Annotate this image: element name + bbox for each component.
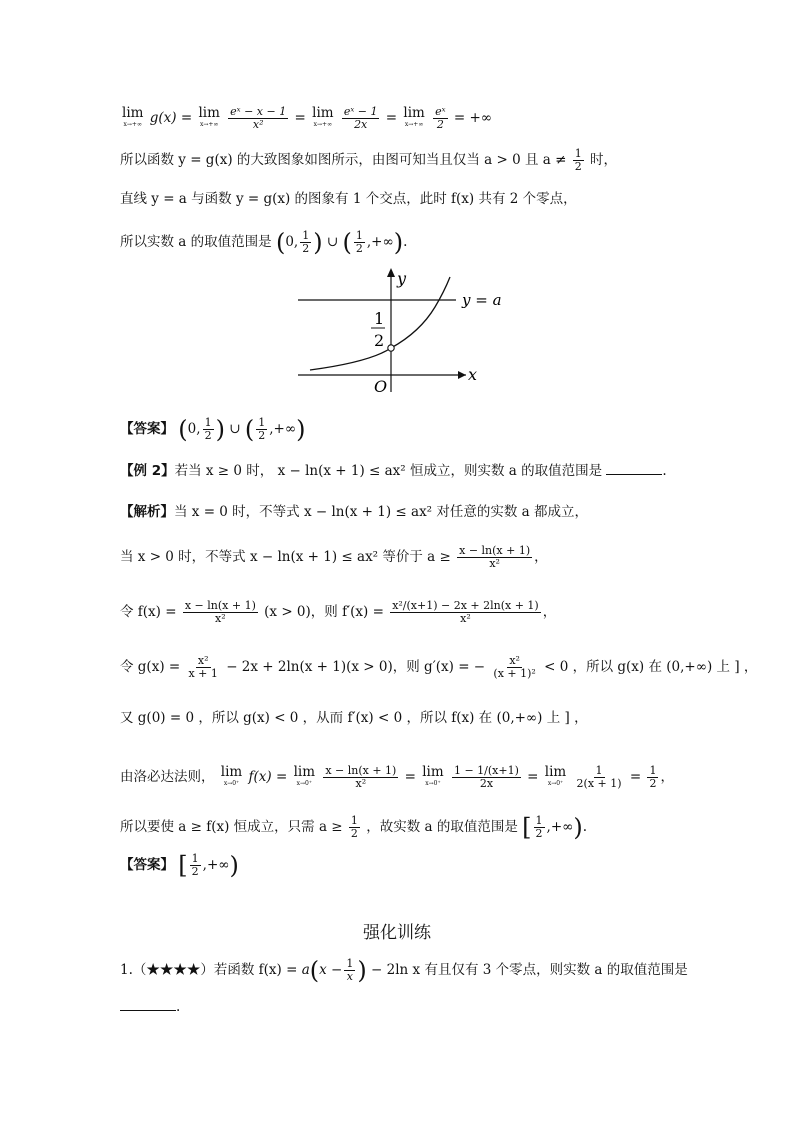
section-title: 强化训练 [363,923,431,943]
analysis-line-7: 所以要使 a ≥ f(x) 恒成立，只需 a ≥ $\frac{1}{2}$ ，故实数 a 的取值范围是 [ $\frac{1}{2}$ ,+∞). [120,813,588,842]
analysis-line-6: 由洛必达法则， lim x→0⁺ f(x) = lim x→0⁺ $\frac{x - \ln(x + 1)}{\text{x²}}$ = lim x→0⁺ $\frac{1 - 1/(x+1)}{2x}$ = lim x→0⁺ $\frac{1}{2(x + 1)}$ = $\frac{1}{2}$ ， [120,763,674,790]
point-num: 1 [374,309,385,328]
text-line: 所以函数 y = g(x) 的大致图象如图所示，由图可知当且仅当 a > 0 且 a ≠ $\frac{1}{2}$ 时， [120,147,618,173]
answer-blank [120,996,176,1011]
analysis-line-1: 【解析】当 x = 0 时，不等式 x − ln(x + 1) ≤ ax² 对任意的实数 a 都成立， [120,504,589,520]
analysis-line-5: 又 g(0) = 0 ，所以 g(x) < 0 ，从而 f′(x) < 0 ，所以 f(x) 在 (0,+∞) 上 ] ， [120,710,588,726]
lim-op: lim x→+∞ [122,104,144,128]
problem-1-blank: . [120,996,180,1017]
analysis-line-3: 令 f(x) = $\frac{x - \ln(x + 1)}{\text{x²}}$ (x > 0)，则 f′(x) = $\frac{\text{x²/(x+1) − 2x + 2ln(x + 1)}}{\text{x²}}$ ， [120,599,557,625]
text-line: 所以实数 a 的取值范围是 (0, $\frac{1}{2}$ ) ∪ ( $\frac{1}{2}$ ,+∞). [120,228,408,257]
point-den: 2 [374,331,385,350]
analysis-line-2: 当 x > 0 时，不等式 x − ln(x + 1) ≤ ax² 等价于 a ≥ $\frac{x - \ln(x + 1)}{\text{x²}}$ ， [120,544,548,570]
y-label: y [397,269,407,288]
y-axis-arrow [387,268,395,277]
text-line: 直线 y = a 与函数 y = g(x) 的图象有 1 个交点，此时 f(x) 共有 2 个零点， [120,191,577,207]
analysis-line-4: 令 g(x) = $\frac{\text{x²}}{x + 1}$ − 2x + 2ln(x + 1)(x > 0)，则 g′(x) = − $\frac{\text{x²}}{\text{(x + 1)²}}$ < 0 ，所以 g(x) 在 (0,+∞) 上 ] ， [120,654,758,680]
limit-line: lim x→+∞ g(x) = lim x→+∞ $\frac{\text{eˣ − x − 1}}{\text{x²}}$ = lim x→+∞ $\frac{\text{eˣ − 1}}{2x}$ = lim x→+∞ $\frac{\text{eˣ}}{2}$ = +∞ [122,104,493,131]
answer-1: 【答案】 (0, $\frac{1}{2}$ ) ∪ ( $\frac{1}{2}$ ,+∞) [120,415,306,444]
x-axis-arrow [458,371,466,379]
open-point [388,345,394,351]
x-label: x [468,365,478,384]
function-graph [290,262,520,402]
problem-1: 1.（★★★★）若函数 f(x) = a(x − $\frac{1}{x}$ ) − 2ln x 有且仅有 3 个零点，则实数 a 的取值范围是 [120,956,688,985]
answer-blank [606,460,662,475]
fraction: $\frac{\text{eˣ − x − 1}}{\text{x²}}$ [230,105,287,131]
origin-label: O [374,377,388,396]
answer-2: 【答案】 [ $\frac{1}{2}$ ,+∞) [120,851,239,880]
line-label: y = a [462,291,502,309]
example-2: 【例 2】若当 x ≥ 0 时， x − ln(x + 1) ≤ ax² 恒成立，则实数 a 的取值范围是 . [120,460,667,481]
